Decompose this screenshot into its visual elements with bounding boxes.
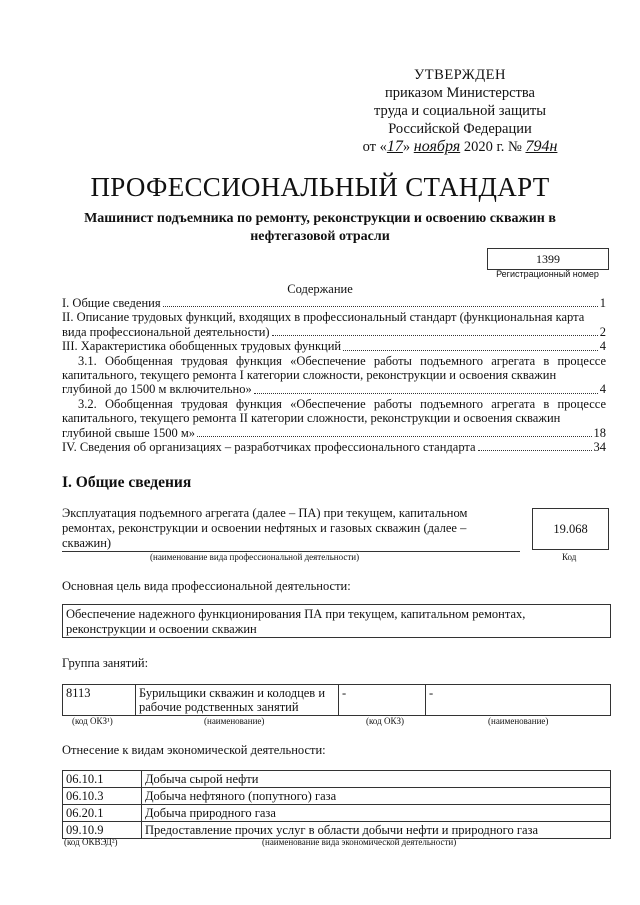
toc-heading: Содержание <box>287 282 353 296</box>
toc-item-text: II. Описание трудовых функций, входящих в профессиональный стандарт (функциональная карта <box>62 310 585 325</box>
approval-day: 17 <box>386 138 403 155</box>
okved-name: Добыча природного газа <box>142 805 611 822</box>
occ-caption: (наименование) <box>488 716 549 726</box>
approval-block <box>330 66 590 156</box>
okved-code: 06.10.3 <box>63 788 142 805</box>
approval-number: 794н <box>525 138 558 155</box>
toc-item[interactable]: глубиной свыше 1500 м» 18 <box>62 425 606 440</box>
econ-label: Отнесение к видам экономической деятельности: <box>62 743 326 757</box>
table-row <box>63 771 611 788</box>
occ-caption: (наименование) <box>204 716 265 726</box>
code-caption: Код <box>562 552 577 562</box>
toc-item[interactable]: вида профессиональной деятельности) 2 <box>62 324 606 339</box>
occupation-table <box>62 684 611 716</box>
approval-month: ноября <box>413 138 461 155</box>
toc-item[interactable]: глубиной до 1500 м включительно» 4 <box>62 382 606 397</box>
table-row <box>63 685 611 716</box>
section-heading: I. Общие сведения <box>62 474 192 491</box>
activity-name: Эксплуатация подъемного агрегата (далее – ПА) при текущем, капитальном ремонтах, реконструкции и освоении нефтяных и газовых скважин (далее – скважин) <box>62 506 468 550</box>
occupation-name-2: - <box>426 685 611 716</box>
occ-caption: (код ОКЗ¹) <box>72 716 113 726</box>
registration-number-box: 1399 <box>487 248 609 270</box>
document-title: ПРОФЕССИОНАЛЬНЫЙ СТАНДАРТ <box>90 172 550 202</box>
approval-line: Российской Федерации <box>388 121 532 137</box>
goal-text-box: Обеспечение надежного функционирования ПА при текущем, капитальном ремонтах, реконструкции и освоении скважин <box>62 604 611 638</box>
table-row <box>63 822 611 839</box>
document-subtitle: Машинист подъемника по ремонту, реконструкции и освоению скважин в нефтегазовой отрасли <box>84 211 556 244</box>
okz-code: 8113 <box>63 685 136 716</box>
registration-number-label: Регистрационный номер <box>496 269 599 279</box>
table-row <box>63 805 611 822</box>
okz-code-2: - <box>339 685 426 716</box>
table-row <box>63 788 611 805</box>
okved-code: 06.20.1 <box>63 805 142 822</box>
okved-code: 09.10.9 <box>63 822 142 839</box>
okved-name: Предоставление прочих услуг в области добычи нефти и природного газа <box>142 822 611 839</box>
okved-code: 06.10.1 <box>63 771 142 788</box>
okved-name: Добыча нефтяного (попутного) газа <box>142 788 611 805</box>
okved-caption: (наименование вида экономической деятельности) <box>262 837 457 847</box>
activity-caption: (наименование вида профессиональной деятельности) <box>150 552 360 562</box>
okved-caption: (код ОКВЭД²) <box>64 837 118 847</box>
approval-date: от «17» ноября 2020 г. № 794н <box>362 138 558 155</box>
occ-caption: (код ОКЗ) <box>366 716 404 726</box>
approval-title: УТВЕРЖДЕН <box>414 67 506 83</box>
toc-item[interactable]: I. Общие сведения 1 <box>62 296 606 310</box>
activity-code-box: 19.068 <box>532 508 609 550</box>
toc-item[interactable]: III. Характеристика обобщенных трудовых функций 4 <box>62 339 606 354</box>
group-label: Группа занятий: <box>62 656 149 670</box>
okved-table <box>62 770 611 839</box>
table-of-contents <box>62 296 606 454</box>
okved-name: Добыча сырой нефти <box>142 771 611 788</box>
approval-line: труда и социальной защиты <box>374 103 546 119</box>
approval-line: приказом Министерства <box>385 85 535 101</box>
toc-item-text: 3.2. Обобщенная трудовая функция «Обеспечение работы подъемного агрегата в процессе капитального, текущего ремонта II категории сложности, реконструкции и освоения скважин <box>62 396 606 426</box>
occupation-name: Бурильщики скважин и колодцев и рабочие родственных занятий <box>136 685 339 716</box>
goal-label: Основная цель вида профессиональной деятельности: <box>62 579 351 593</box>
toc-item-text: 3.1. Обобщенная трудовая функция «Обеспечение работы подъемного агрегата в процессе капитального, текущего ремонта I категории сложности, реконструкции и освоения скважин <box>62 353 606 383</box>
toc-item[interactable]: IV. Сведения об организациях – разработчиках профессионального стандарта 34 <box>62 440 606 455</box>
